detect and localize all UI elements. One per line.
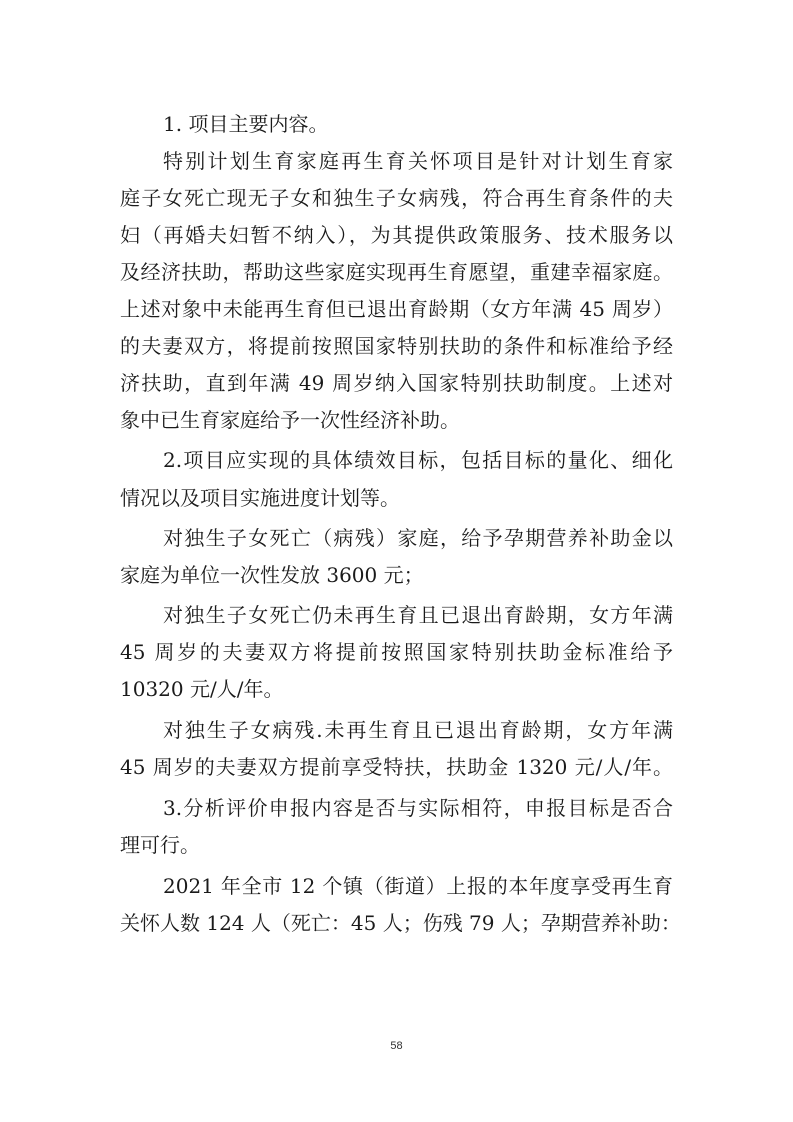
text-line: 关怀人数 124 人（死亡：45 人；伤残 79 人；孕期营养补助： — [120, 911, 681, 935]
text-line: 45 周岁的夫妻双方提前享受特扶，扶助金 1320 元/人/年。 — [120, 755, 673, 779]
text-line: 及经济扶助，帮助这些家庭实现再生育愿望，重建幸福家庭。 — [120, 260, 673, 284]
text-line: 45 周岁的夫妻双方将提前按照国家特别扶助金标准给予 — [120, 640, 673, 664]
text-line: 对独生子女死亡仍未再生育且已退出育龄期，女方年满 — [163, 603, 673, 627]
text-line: 庭子女死亡现无子女和独生子女病残，符合再生育条件的夫 — [120, 186, 673, 210]
text-line: 妇（再婚夫妇暂不纳入），为其提供政策服务、技术服务以 — [120, 223, 673, 247]
text-line: 对独生子女病残.未再生育且已退出育龄期，女方年满 — [163, 718, 673, 742]
text-line: 上述对象中未能再生育但已退出育龄期（女方年满 45 周岁） — [120, 297, 673, 321]
text-line: 10320 元/人/年。 — [120, 677, 284, 701]
text-line: 1. 项目主要内容。 — [163, 112, 329, 136]
text-line: 3.分析评价申报内容是否与实际相符，申报目标是否合 — [163, 796, 673, 820]
text-line: 理可行。 — [120, 833, 200, 857]
text-line: 象中已生育家庭给予一次性经济补助。 — [120, 408, 460, 432]
text-line: 的夫妻双方，将提前按照国家特别扶助的条件和标准给予经 — [120, 334, 673, 358]
text-line: 家庭为单位一次性发放 3600 元； — [120, 563, 424, 587]
page-number: 58 — [390, 1040, 403, 1052]
text-line: 对独生子女死亡（病残）家庭，给予孕期营养补助金以 — [163, 526, 673, 550]
text-line: 济扶助，直到年满 49 周岁纳入国家特别扶助制度。上述对 — [120, 371, 673, 395]
text-line: 特别计划生育家庭再生育关怀项目是针对计划生育家 — [163, 149, 673, 173]
text-line: 2021 年全市 12 个镇（街道）上报的本年度享受再生育 — [163, 874, 673, 898]
text-line: 2.项目应实现的具体绩效目标，包括目标的量化、细化 — [163, 448, 673, 472]
text-line: 情况以及项目实施进度计划等。 — [120, 486, 400, 510]
